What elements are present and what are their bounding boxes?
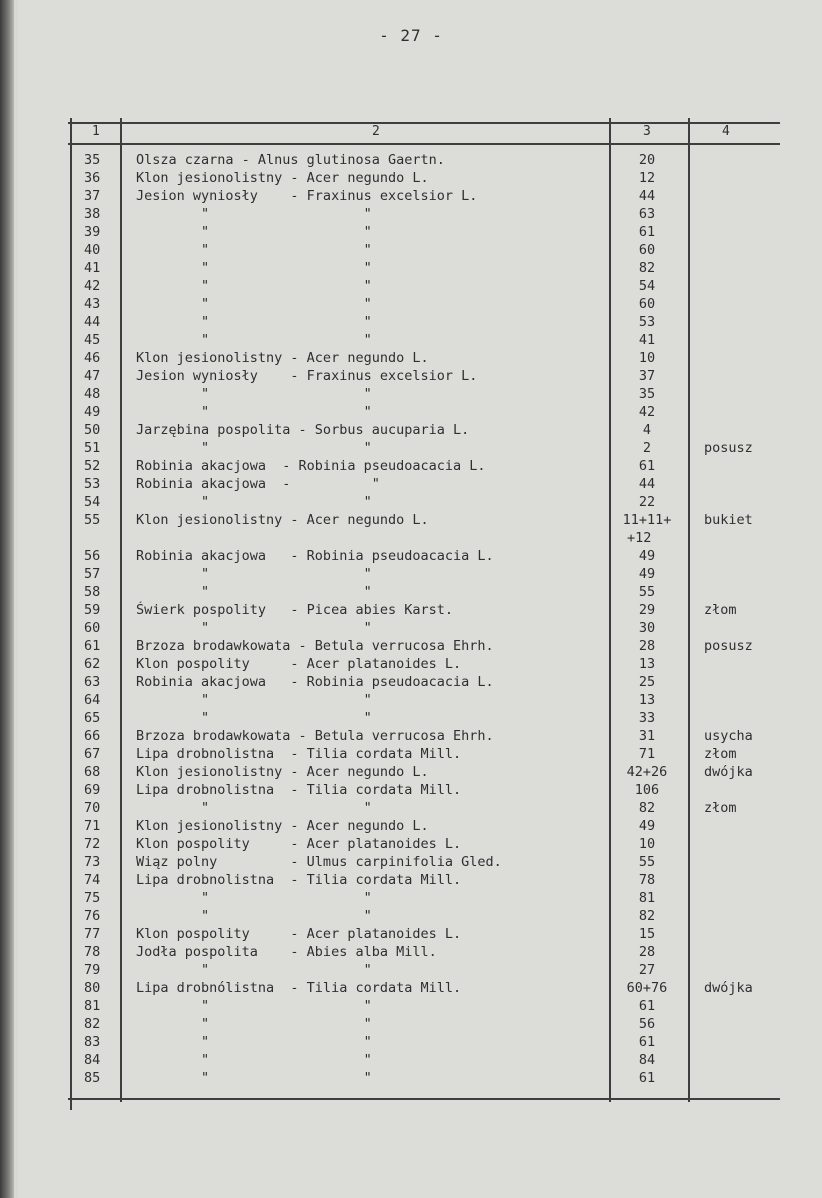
table-row [0, 1069, 822, 1087]
row-number: 51 [84, 440, 101, 456]
table-row [0, 385, 822, 403]
row-number: 38 [84, 206, 101, 222]
species-name: Świerk pospolity - Picea abies Karst. [136, 602, 453, 618]
measurement-value: 10 [638, 350, 656, 366]
table-header-rule [68, 143, 780, 145]
species-name: Klon pospolity - Acer platanoides L. [136, 836, 462, 852]
table-row [0, 547, 822, 565]
measurement-value: 13 [638, 692, 656, 708]
row-number: 84 [84, 1052, 101, 1068]
table-row [0, 403, 822, 421]
table-row [0, 241, 822, 259]
row-number: 40 [84, 242, 101, 258]
measurement-value: 82 [638, 260, 656, 276]
measurement-value: 15 [638, 926, 656, 942]
measurement-value: 82 [638, 908, 656, 924]
row-number: 63 [84, 674, 101, 690]
species-name: " " [136, 494, 372, 510]
species-name: Lipa drobnolistna - Tilia cordata Mill. [136, 782, 462, 798]
table-row [0, 727, 822, 745]
table-row [0, 925, 822, 943]
table-row [0, 871, 822, 889]
measurement-value: 84 [638, 1052, 656, 1068]
table-bottom-rule [68, 1098, 780, 1100]
measurement-value: 55 [638, 584, 656, 600]
remark: złom [704, 602, 737, 618]
species-name: Jesion wyniosły - Fraxinus excelsior L. [136, 368, 478, 384]
measurement-value: 60 [638, 296, 656, 312]
table-row [0, 187, 822, 205]
row-number: 55 [84, 512, 101, 528]
table-row [0, 295, 822, 313]
species-name: Klon jesionolistny - Acer negundo L. [136, 818, 429, 834]
row-number: 53 [84, 476, 101, 492]
measurement-value: 25 [638, 674, 656, 690]
table-row [0, 835, 822, 853]
table-row [0, 709, 822, 727]
measurement-value: 2 [642, 440, 652, 456]
measurement-value: 35 [638, 386, 656, 402]
table-row [0, 601, 822, 619]
species-name: " " [136, 890, 372, 906]
species-name: Brzoza brodawkowata - Betula verrucosa Ehrh. [136, 638, 494, 654]
species-name: " " [136, 242, 372, 258]
species-name: Wiąz polny - Ulmus carpinifolia Gled. [136, 854, 502, 870]
table-row [0, 889, 822, 907]
row-number: 41 [84, 260, 101, 276]
table-row [0, 745, 822, 763]
measurement-value: 71 [638, 746, 656, 762]
measurement-value: 49 [638, 566, 656, 582]
measurement-value: 4 [642, 422, 652, 438]
table-row [0, 475, 822, 493]
row-number: 72 [84, 836, 101, 852]
species-name: " " [136, 1052, 372, 1068]
row-number: 82 [84, 1016, 101, 1032]
measurement-value: 44 [638, 476, 656, 492]
row-number: 69 [84, 782, 101, 798]
column-header-2: 2 [372, 124, 380, 139]
row-number: 42 [84, 278, 101, 294]
measurement-value: 49 [638, 818, 656, 834]
row-number: 62 [84, 656, 101, 672]
species-name: " " [136, 584, 372, 600]
species-name: Klon pospolity - Acer platanoides L. [136, 656, 462, 672]
row-number: 39 [84, 224, 101, 240]
table-row [0, 619, 822, 637]
species-name: Robinia akacjowa - Robinia pseudoacacia L. [136, 674, 494, 690]
row-number: 76 [84, 908, 101, 924]
measurement-value: 13 [638, 656, 656, 672]
row-number: 52 [84, 458, 101, 474]
species-name: Jesion wyniosły - Fraxinus excelsior L. [136, 188, 478, 204]
row-number: 49 [84, 404, 101, 420]
row-number: 73 [84, 854, 101, 870]
species-name: Olsza czarna - Alnus glutinosa Gaertn. [136, 152, 445, 168]
row-number: 48 [84, 386, 101, 402]
table-row [0, 457, 822, 475]
row-55-value-continuation: +12 [627, 530, 652, 546]
species-name: " " [136, 224, 372, 240]
row-number: 67 [84, 746, 101, 762]
row-number: 80 [84, 980, 101, 996]
measurement-value: 20 [638, 152, 656, 168]
table-row [0, 169, 822, 187]
species-name: " " [136, 404, 372, 420]
measurement-value: 63 [638, 206, 656, 222]
measurement-value: 60 [638, 242, 656, 258]
table-row [0, 511, 822, 529]
table-row [0, 259, 822, 277]
species-name: " " [136, 620, 372, 636]
table-row [0, 673, 822, 691]
table-top-rule [68, 122, 780, 124]
species-name: Robinia akacjowa - Robinia pseudoacacia L. [136, 548, 494, 564]
species-name: Klon jesionolistny - Acer negundo L. [136, 764, 429, 780]
measurement-value: 30 [638, 620, 656, 636]
row-number: 47 [84, 368, 101, 384]
table-row [0, 421, 822, 439]
row-number: 75 [84, 890, 101, 906]
table-row [0, 655, 822, 673]
species-name: " " [136, 314, 372, 330]
row-number: 81 [84, 998, 101, 1014]
species-name: " " [136, 998, 372, 1014]
measurement-value: 61 [638, 1034, 656, 1050]
measurement-value: 60+76 [626, 980, 668, 996]
remark: posusz [704, 440, 753, 456]
table-row [0, 853, 822, 871]
row-number: 58 [84, 584, 101, 600]
remark: złom [704, 746, 737, 762]
species-name: " " [136, 1070, 372, 1086]
species-name: " " [136, 710, 372, 726]
table-row [0, 1033, 822, 1051]
species-name: " " [136, 800, 372, 816]
measurement-value: 54 [638, 278, 656, 294]
row-number: 35 [84, 152, 101, 168]
row-number: 71 [84, 818, 101, 834]
measurement-value: 44 [638, 188, 656, 204]
species-name: " " [136, 1034, 372, 1050]
species-name: Jarzębina pospolita - Sorbus aucuparia L. [136, 422, 470, 438]
table-row [0, 583, 822, 601]
row-number: 36 [84, 170, 101, 186]
measurement-value: 53 [638, 314, 656, 330]
measurement-value: 78 [638, 872, 656, 888]
table-row [0, 943, 822, 961]
measurement-value: 41 [638, 332, 656, 348]
table-row [0, 907, 822, 925]
species-name: " " [136, 206, 372, 222]
column-header-3: 3 [643, 124, 651, 139]
species-name: " " [136, 566, 372, 582]
table-row [0, 367, 822, 385]
row-number: 56 [84, 548, 101, 564]
measurement-value: 106 [634, 782, 660, 798]
row-number: 46 [84, 350, 101, 366]
row-number: 45 [84, 332, 101, 348]
measurement-value: 55 [638, 854, 656, 870]
species-name: Brzoza brodawkowata - Betula verrucosa Ehrh. [136, 728, 494, 744]
table-row [0, 223, 822, 241]
measurement-value: 27 [638, 962, 656, 978]
species-name: Klon jesionolistny - Acer negundo L. [136, 170, 429, 186]
row-number: 54 [84, 494, 101, 510]
row-number: 60 [84, 620, 101, 636]
row-number: 59 [84, 602, 101, 618]
remark: dwójka [704, 764, 753, 780]
measurement-value: 61 [638, 998, 656, 1014]
table-row [0, 349, 822, 367]
species-name: " " [136, 962, 372, 978]
remark: złom [704, 800, 737, 816]
table-row [0, 151, 822, 169]
species-name: Robinia akacjowa - Robinia pseudoacacia L. [136, 458, 486, 474]
species-name: Robinia akacjowa - " [136, 476, 380, 492]
measurement-value: 56 [638, 1016, 656, 1032]
row-number: 77 [84, 926, 101, 942]
table-row [0, 691, 822, 709]
table-row [0, 1015, 822, 1033]
measurement-value: 22 [638, 494, 656, 510]
species-name: " " [136, 296, 372, 312]
row-number: 66 [84, 728, 101, 744]
row-number: 74 [84, 872, 101, 888]
measurement-value: 11+11+ [622, 512, 672, 528]
column-header-4: 4 [722, 124, 730, 139]
measurement-value: 28 [638, 638, 656, 654]
row-number: 57 [84, 566, 101, 582]
species-name: " " [136, 278, 372, 294]
species-name: " " [136, 440, 372, 456]
row-number: 44 [84, 314, 101, 330]
row-number: 70 [84, 800, 101, 816]
measurement-value: 12 [638, 170, 656, 186]
measurement-value: 42+26 [626, 764, 668, 780]
measurement-value: 82 [638, 800, 656, 816]
table-row [0, 313, 822, 331]
measurement-value: 37 [638, 368, 656, 384]
table-row [0, 493, 822, 511]
measurement-value: 49 [638, 548, 656, 564]
table-row [0, 781, 822, 799]
row-number: 43 [84, 296, 101, 312]
row-number: 78 [84, 944, 101, 960]
measurement-value: 28 [638, 944, 656, 960]
remark: dwójka [704, 980, 753, 996]
species-name: " " [136, 908, 372, 924]
species-name: Lipa drobnolistna - Tilia cordata Mill. [136, 872, 462, 888]
species-name: " " [136, 692, 372, 708]
table-row [0, 331, 822, 349]
table-row [0, 817, 822, 835]
row-number: 79 [84, 962, 101, 978]
species-name: Klon jesionolistny - Acer negundo L. [136, 512, 429, 528]
measurement-value: 42 [638, 404, 656, 420]
table-row [0, 997, 822, 1015]
table-row [0, 961, 822, 979]
table-row [0, 277, 822, 295]
species-name: " " [136, 386, 372, 402]
measurement-value: 31 [638, 728, 656, 744]
species-name: Jodła pospolita - Abies alba Mill. [136, 944, 437, 960]
species-name: Klon jesionolistny - Acer negundo L. [136, 350, 429, 366]
table-row [0, 205, 822, 223]
measurement-value: 61 [638, 1070, 656, 1086]
measurement-value: 10 [638, 836, 656, 852]
row-number: 85 [84, 1070, 101, 1086]
table-row [0, 565, 822, 583]
measurement-value: 61 [638, 224, 656, 240]
measurement-value: 29 [638, 602, 656, 618]
row-number: 65 [84, 710, 101, 726]
table-row [0, 763, 822, 781]
measurement-value: 33 [638, 710, 656, 726]
species-name: Lipa drobnolistna - Tilia cordata Mill. [136, 746, 462, 762]
page-number: - 27 - [379, 26, 443, 45]
row-number: 64 [84, 692, 101, 708]
species-name: Lipa drobnólistna - Tilia cordata Mill. [136, 980, 462, 996]
table-row [0, 799, 822, 817]
species-name: Klon pospolity - Acer platanoides L. [136, 926, 462, 942]
row-number: 61 [84, 638, 101, 654]
remark: usycha [704, 728, 753, 744]
table-row [0, 439, 822, 457]
row-number: 37 [84, 188, 101, 204]
table-row [0, 1051, 822, 1069]
measurement-value: 61 [638, 458, 656, 474]
measurement-value: 81 [638, 890, 656, 906]
remark: bukiet [704, 512, 753, 528]
row-number: 50 [84, 422, 101, 438]
row-number: 68 [84, 764, 101, 780]
species-name: " " [136, 260, 372, 276]
column-header-1: 1 [92, 124, 100, 139]
remark: posusz [704, 638, 753, 654]
species-name: " " [136, 332, 372, 348]
table-row [0, 979, 822, 997]
table-row [0, 637, 822, 655]
row-number: 83 [84, 1034, 101, 1050]
species-name: " " [136, 1016, 372, 1032]
